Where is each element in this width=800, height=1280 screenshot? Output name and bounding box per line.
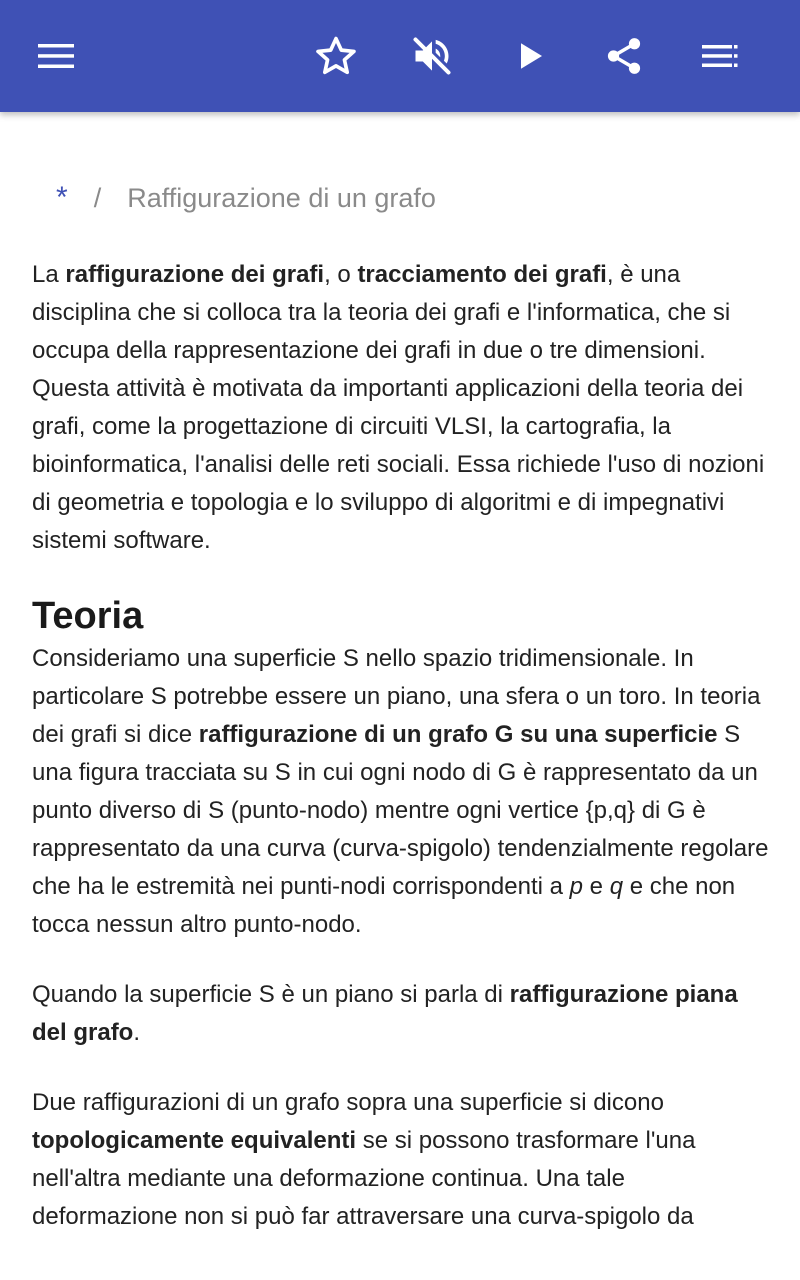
contents-button[interactable]: [690, 26, 750, 86]
breadcrumb-current: Raffigurazione di un grafo: [127, 183, 436, 213]
teoria-paragraph-2: [32, 976, 772, 1052]
paragraph-text: Quando la superficie S è un piano si parla di: [32, 981, 510, 1008]
paragraph-text: e che non tocca nessun altro punto-nodo.: [32, 873, 736, 938]
breadcrumb-separator: /: [93, 183, 102, 213]
paragraph-text: Due raffigurazioni di un grafo sopra una superficie si dicono: [32, 1089, 664, 1116]
paragraph-text: se si possono trasformare l'una nell'altra mediante una deformazione continua. Una tale deformazione non si può far attraversare una curva-spigolo da: [32, 1127, 696, 1230]
star-outline-icon: [314, 34, 358, 78]
term-raffigurazione-piana: raffigurazione piana del grafo: [32, 981, 738, 1046]
section-heading-teoria: Teoria: [32, 595, 144, 637]
intro-term-tracciamento: tracciamento dei grafi: [357, 261, 607, 288]
teoria-paragraph-1: [32, 640, 772, 944]
playlist-icon: [700, 41, 740, 71]
intro-text: La: [32, 261, 66, 288]
breadcrumb-home-link[interactable]: *: [56, 181, 68, 214]
volume-off-icon: [410, 34, 454, 78]
play-icon: [512, 38, 548, 74]
paragraph-text: .: [133, 1019, 141, 1046]
breadcrumb: [56, 180, 436, 216]
term-raffigurazione-superficie: raffigurazione di un grafo G su una superficie: [198, 721, 718, 748]
share-icon: [603, 35, 645, 77]
favorite-button[interactable]: [306, 26, 366, 86]
article-body: [32, 256, 772, 1268]
intro-term-raffigurazione: raffigurazione dei grafi: [65, 261, 325, 288]
menu-icon: [36, 41, 76, 71]
variable-q: q: [609, 873, 624, 900]
intro-text: , o: [324, 261, 358, 288]
article-content: [0, 112, 800, 1280]
play-button[interactable]: [500, 26, 560, 86]
intro-paragraph: [32, 256, 772, 560]
paragraph-text: e: [583, 873, 610, 900]
app-bar: [0, 0, 800, 112]
teoria-paragraph-3: [32, 1084, 772, 1236]
term-topologicamente-equivalenti: topologicamente equivalenti: [32, 1127, 357, 1154]
share-button[interactable]: [594, 26, 654, 86]
mute-button[interactable]: [402, 26, 462, 86]
paragraph-text: Consideriamo una superficie S nello spazio tridimensionale. In particolare S potrebbe essere un piano, una sfera o un toro. In teoria dei grafi si dice: [32, 645, 761, 748]
variable-p: p: [569, 873, 584, 900]
paragraph-text: S una figura tracciata su S in cui ogni nodo di G è rappresentato da un punto diverso di S (punto-nodo) mentre ogni vertice {p,q} di G è rappresentato da una curva (curva-spigolo) tendenzialmente regolare che ha le estremità nei punti-nodi corrispondenti a: [32, 721, 769, 900]
intro-text: , è una disciplina che si colloca tra la teoria dei grafi e l'informatica, che si occupa della rappresentazione dei grafi in due o tre dimensioni. Questa attività è motivata da importanti applicazioni della teoria dei grafi, come la progettazione di circuiti VLSI, la cartografia, la bioinformatica, l'analisi delle reti sociali. Essa richiede l'uso di nozioni di geometria e topologia e lo sviluppo di algoritmi e di impegnativi sistemi software.: [32, 261, 765, 554]
menu-button[interactable]: [26, 26, 86, 86]
